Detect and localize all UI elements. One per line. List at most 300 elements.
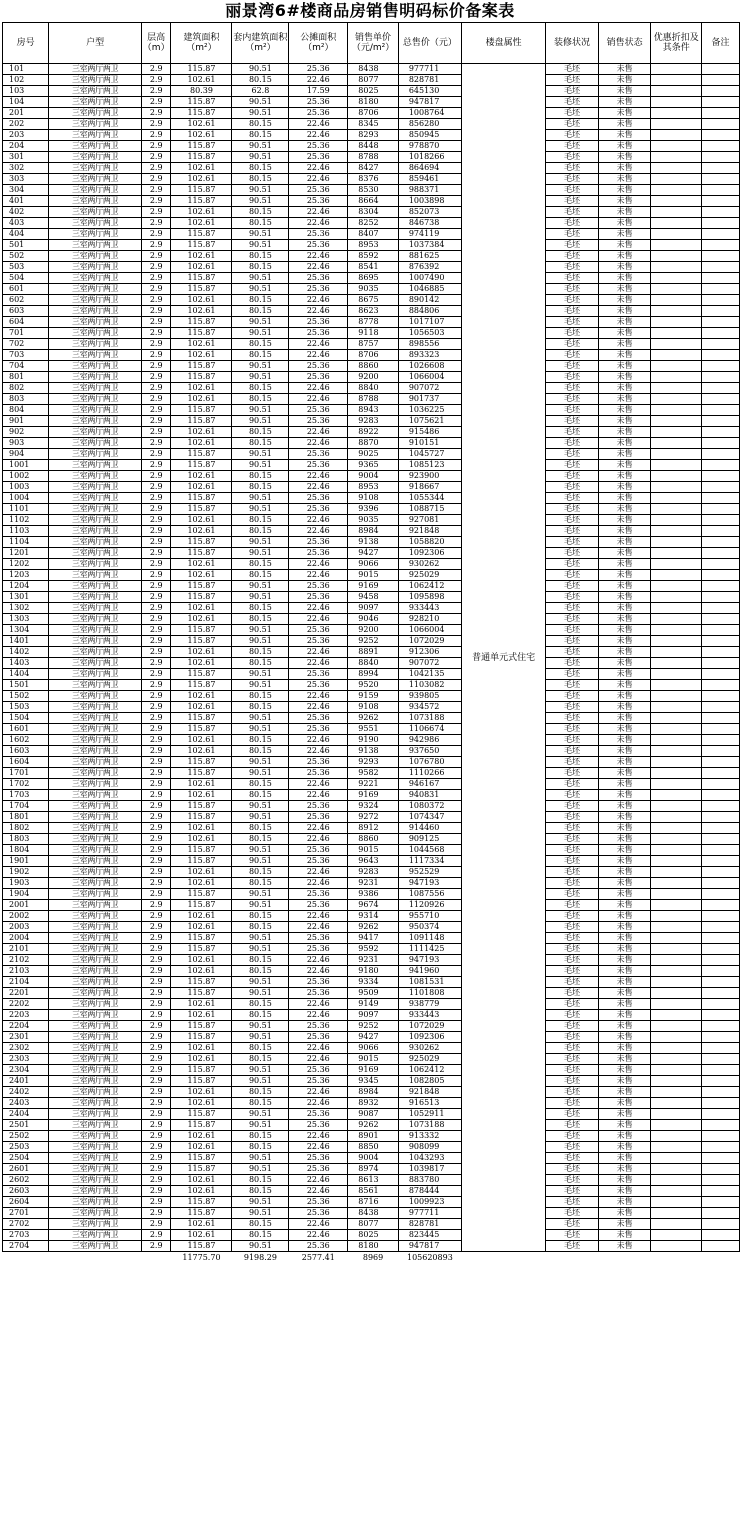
build-area: 115.87 xyxy=(171,493,232,504)
decoration-status: 毛坯 xyxy=(546,878,599,889)
unit-type: 三室两厅两卫 xyxy=(49,889,142,900)
unit-type: 三室两厅两卫 xyxy=(49,405,142,416)
build-area: 115.87 xyxy=(171,856,232,867)
discount-cell xyxy=(651,1142,702,1153)
floor-height: 2.9 xyxy=(141,185,170,196)
unit-type: 三室两厅两卫 xyxy=(49,757,142,768)
inner-area: 80.15 xyxy=(232,207,289,218)
remark-cell xyxy=(702,1142,740,1153)
remark-cell xyxy=(702,691,740,702)
unit-type: 三室两厅两卫 xyxy=(49,218,142,229)
decoration-status: 毛坯 xyxy=(546,229,599,240)
decoration-status: 毛坯 xyxy=(546,779,599,790)
total-price: 947817 xyxy=(398,1241,461,1252)
table-row xyxy=(3,603,740,614)
room-number: 2602 xyxy=(3,1175,49,1186)
shared-area: 25.36 xyxy=(289,944,348,955)
shared-area: 22.46 xyxy=(289,1186,348,1197)
shared-area: 22.46 xyxy=(289,526,348,537)
build-area: 115.87 xyxy=(171,405,232,416)
build-area: 115.87 xyxy=(171,768,232,779)
decoration-status: 毛坯 xyxy=(546,130,599,141)
unit-type: 三室两厅两卫 xyxy=(49,350,142,361)
sale-status: 未售 xyxy=(598,1021,651,1032)
build-area: 102.61 xyxy=(171,251,232,262)
total-price: 1026608 xyxy=(398,361,461,372)
unit-price: 9252 xyxy=(348,636,399,647)
room-number: 1204 xyxy=(3,581,49,592)
room-number: 2703 xyxy=(3,1230,49,1241)
inner-area: 80.15 xyxy=(232,174,289,185)
inner-area: 90.51 xyxy=(232,1208,289,1219)
inner-area: 90.51 xyxy=(232,988,289,999)
decoration-status: 毛坯 xyxy=(546,482,599,493)
sale-status: 未售 xyxy=(598,482,651,493)
table-row xyxy=(3,999,740,1010)
inner-area: 80.15 xyxy=(232,603,289,614)
unit-price: 9118 xyxy=(348,328,399,339)
decoration-status: 毛坯 xyxy=(546,273,599,284)
unit-type: 三室两厅两卫 xyxy=(49,152,142,163)
unit-type: 三室两厅两卫 xyxy=(49,713,142,724)
build-area: 102.61 xyxy=(171,1186,232,1197)
room-number: 2501 xyxy=(3,1120,49,1131)
remark-cell xyxy=(702,845,740,856)
unit-type: 三室两厅两卫 xyxy=(49,1076,142,1087)
table-row xyxy=(3,1197,740,1208)
unit-price: 9262 xyxy=(348,1120,399,1131)
shared-area: 25.36 xyxy=(289,537,348,548)
sale-status: 未售 xyxy=(598,405,651,416)
table-row xyxy=(3,383,740,394)
discount-cell xyxy=(651,504,702,515)
room-number: 2104 xyxy=(3,977,49,988)
discount-cell xyxy=(651,933,702,944)
discount-cell xyxy=(651,449,702,460)
discount-cell xyxy=(651,163,702,174)
total-price: 907072 xyxy=(398,383,461,394)
sale-status: 未售 xyxy=(598,1219,651,1230)
unit-type: 三室两厅两卫 xyxy=(49,1164,142,1175)
floor-height: 2.9 xyxy=(141,1131,170,1142)
discount-cell xyxy=(651,328,702,339)
floor-height: 2.9 xyxy=(141,614,170,625)
discount-cell xyxy=(651,1175,702,1186)
sale-status: 未售 xyxy=(598,262,651,273)
decoration-status: 毛坯 xyxy=(546,207,599,218)
room-number: 2704 xyxy=(3,1241,49,1252)
room-number: 2201 xyxy=(3,988,49,999)
remark-cell xyxy=(702,1054,740,1065)
unit-type: 三室两厅两卫 xyxy=(49,427,142,438)
build-area: 115.87 xyxy=(171,97,232,108)
room-number: 1603 xyxy=(3,746,49,757)
discount-cell xyxy=(651,570,702,581)
inner-area: 80.15 xyxy=(232,955,289,966)
inner-area: 90.51 xyxy=(232,64,289,75)
room-number: 1302 xyxy=(3,603,49,614)
remark-cell xyxy=(702,504,740,515)
total-price: 950374 xyxy=(398,922,461,933)
inner-area: 80.15 xyxy=(232,1043,289,1054)
discount-cell xyxy=(651,1054,702,1065)
discount-cell xyxy=(651,405,702,416)
inner-area: 90.51 xyxy=(232,944,289,955)
table-row xyxy=(3,262,740,273)
decoration-status: 毛坯 xyxy=(546,152,599,163)
table-row xyxy=(3,416,740,427)
unit-price: 9015 xyxy=(348,845,399,856)
inner-area: 90.51 xyxy=(232,1076,289,1087)
total-price: 852073 xyxy=(398,207,461,218)
build-area: 102.61 xyxy=(171,867,232,878)
room-number: 303 xyxy=(3,174,49,185)
table-row xyxy=(3,691,740,702)
room-number: 1301 xyxy=(3,592,49,603)
unit-type: 三室两厅两卫 xyxy=(49,504,142,515)
sale-status: 未售 xyxy=(598,1076,651,1087)
inner-area: 80.15 xyxy=(232,1175,289,1186)
total-price: 1039817 xyxy=(398,1164,461,1175)
sale-status: 未售 xyxy=(598,669,651,680)
build-area: 102.61 xyxy=(171,559,232,570)
decoration-status: 毛坯 xyxy=(546,999,599,1010)
build-area: 102.61 xyxy=(171,746,232,757)
shared-area: 25.36 xyxy=(289,625,348,636)
room-number: 1404 xyxy=(3,669,49,680)
floor-height: 2.9 xyxy=(141,1087,170,1098)
total-price: 898556 xyxy=(398,339,461,350)
decoration-status: 毛坯 xyxy=(546,559,599,570)
total-price: 939805 xyxy=(398,691,461,702)
sale-status: 未售 xyxy=(598,64,651,75)
floor-height: 2.9 xyxy=(141,240,170,251)
table-row xyxy=(3,130,740,141)
build-area: 115.87 xyxy=(171,1241,232,1252)
decoration-status: 毛坯 xyxy=(546,306,599,317)
build-area: 115.87 xyxy=(171,141,232,152)
decoration-status: 毛坯 xyxy=(546,537,599,548)
table-row xyxy=(3,229,740,240)
build-area: 102.61 xyxy=(171,1010,232,1021)
header-shared-area: 公摊面积（m²） xyxy=(289,23,348,64)
room-number: 2702 xyxy=(3,1219,49,1230)
build-area: 115.87 xyxy=(171,933,232,944)
shared-area: 25.36 xyxy=(289,1197,348,1208)
unit-type: 三室两厅两卫 xyxy=(49,1197,142,1208)
sale-status: 未售 xyxy=(598,779,651,790)
floor-height: 2.9 xyxy=(141,812,170,823)
unit-price: 8850 xyxy=(348,1142,399,1153)
inner-area: 80.15 xyxy=(232,383,289,394)
total-price: 1055344 xyxy=(398,493,461,504)
unit-price: 8788 xyxy=(348,394,399,405)
total-price: 1080372 xyxy=(398,801,461,812)
inner-area: 80.15 xyxy=(232,163,289,174)
shared-area: 22.46 xyxy=(289,174,348,185)
floor-height: 2.9 xyxy=(141,757,170,768)
floor-height: 2.9 xyxy=(141,1197,170,1208)
sale-status: 未售 xyxy=(598,152,651,163)
sale-status: 未售 xyxy=(598,1065,651,1076)
remark-cell xyxy=(702,559,740,570)
total-price: 933443 xyxy=(398,1010,461,1021)
shared-area: 22.46 xyxy=(289,966,348,977)
unit-type: 三室两厅两卫 xyxy=(49,361,142,372)
shared-area: 25.36 xyxy=(289,328,348,339)
remark-cell xyxy=(702,933,740,944)
total-price: 1045727 xyxy=(398,449,461,460)
unit-type: 三室两厅两卫 xyxy=(49,1109,142,1120)
floor-height: 2.9 xyxy=(141,482,170,493)
floor-height: 2.9 xyxy=(141,680,170,691)
unit-type: 三室两厅两卫 xyxy=(49,185,142,196)
decoration-status: 毛坯 xyxy=(546,372,599,383)
remark-cell xyxy=(702,526,740,537)
discount-cell xyxy=(651,856,702,867)
sale-status: 未售 xyxy=(598,141,651,152)
discount-cell xyxy=(651,185,702,196)
inner-area: 90.51 xyxy=(232,768,289,779)
build-area: 102.61 xyxy=(171,911,232,922)
floor-height: 2.9 xyxy=(141,97,170,108)
build-area: 102.61 xyxy=(171,130,232,141)
shared-area: 25.36 xyxy=(289,317,348,328)
table-row xyxy=(3,75,740,86)
floor-height: 2.9 xyxy=(141,1219,170,1230)
unit-price: 9674 xyxy=(348,900,399,911)
remark-cell xyxy=(702,955,740,966)
sale-status: 未售 xyxy=(598,724,651,735)
decoration-status: 毛坯 xyxy=(546,900,599,911)
room-number: 402 xyxy=(3,207,49,218)
decoration-status: 毛坯 xyxy=(546,108,599,119)
table-row xyxy=(3,1087,740,1098)
room-number: 1604 xyxy=(3,757,49,768)
unit-price: 8407 xyxy=(348,229,399,240)
inner-area: 80.15 xyxy=(232,251,289,262)
room-number: 201 xyxy=(3,108,49,119)
sheet-title: 丽景湾6#楼商品房销售明码标价备案表 xyxy=(225,1,515,20)
sale-status: 未售 xyxy=(598,339,651,350)
shared-area: 25.36 xyxy=(289,1109,348,1120)
table-row xyxy=(3,955,740,966)
inner-area: 80.15 xyxy=(232,1054,289,1065)
decoration-status: 毛坯 xyxy=(546,339,599,350)
inner-area: 80.15 xyxy=(232,735,289,746)
unit-type: 三室两厅两卫 xyxy=(49,790,142,801)
floor-height: 2.9 xyxy=(141,339,170,350)
sale-status: 未售 xyxy=(598,108,651,119)
total-price: 907072 xyxy=(398,658,461,669)
remark-cell xyxy=(702,493,740,504)
room-number: 2304 xyxy=(3,1065,49,1076)
inner-area: 90.51 xyxy=(232,801,289,812)
sale-status: 未售 xyxy=(598,801,651,812)
unit-type: 三室两厅两卫 xyxy=(49,570,142,581)
build-area: 102.61 xyxy=(171,999,232,1010)
floor-height: 2.9 xyxy=(141,1241,170,1252)
floor-height: 2.9 xyxy=(141,273,170,284)
header-unit-price: 销售单价（元/m²） xyxy=(348,23,399,64)
room-number: 203 xyxy=(3,130,49,141)
unit-price: 9097 xyxy=(348,1010,399,1021)
unit-type: 三室两厅两卫 xyxy=(49,1175,142,1186)
table-row xyxy=(3,537,740,548)
room-number: 802 xyxy=(3,383,49,394)
shared-area: 25.36 xyxy=(289,141,348,152)
sale-status: 未售 xyxy=(598,240,651,251)
unit-price: 8695 xyxy=(348,273,399,284)
inner-area: 90.51 xyxy=(232,1021,289,1032)
shared-area: 22.46 xyxy=(289,471,348,482)
remark-cell xyxy=(702,361,740,372)
table-row xyxy=(3,97,740,108)
discount-cell xyxy=(651,64,702,75)
table-row xyxy=(3,361,740,372)
build-area: 115.87 xyxy=(171,636,232,647)
shared-area: 22.46 xyxy=(289,1142,348,1153)
sale-status: 未售 xyxy=(598,548,651,559)
decoration-status: 毛坯 xyxy=(546,1054,599,1065)
inner-area: 80.15 xyxy=(232,394,289,405)
build-area: 102.61 xyxy=(171,1131,232,1142)
build-area: 115.87 xyxy=(171,625,232,636)
shared-area: 22.46 xyxy=(289,1098,348,1109)
room-number: 2503 xyxy=(3,1142,49,1153)
shared-area: 25.36 xyxy=(289,1076,348,1087)
shared-area: 25.36 xyxy=(289,636,348,647)
discount-cell xyxy=(651,262,702,273)
unit-price: 9035 xyxy=(348,515,399,526)
unit-price: 8530 xyxy=(348,185,399,196)
remark-cell xyxy=(702,779,740,790)
total-price: 1117334 xyxy=(398,856,461,867)
shared-area: 25.36 xyxy=(289,724,348,735)
total-price: 878444 xyxy=(398,1186,461,1197)
sale-status: 未售 xyxy=(598,504,651,515)
unit-type: 三室两厅两卫 xyxy=(49,669,142,680)
decoration-status: 毛坯 xyxy=(546,867,599,878)
discount-cell xyxy=(651,878,702,889)
shared-area: 25.36 xyxy=(289,581,348,592)
unit-price: 8974 xyxy=(348,1164,399,1175)
total-price: 916513 xyxy=(398,1098,461,1109)
remark-cell xyxy=(702,1175,740,1186)
total-price: 645130 xyxy=(398,86,461,97)
discount-cell xyxy=(651,372,702,383)
discount-cell xyxy=(651,1109,702,1120)
shared-area: 22.46 xyxy=(289,427,348,438)
shared-area: 25.36 xyxy=(289,1120,348,1131)
unit-type: 三室两厅两卫 xyxy=(49,416,142,427)
decoration-status: 毛坯 xyxy=(546,911,599,922)
inner-area: 80.15 xyxy=(232,482,289,493)
unit-price: 9262 xyxy=(348,713,399,724)
build-area: 115.87 xyxy=(171,229,232,240)
total-price-sum: 105620893 xyxy=(406,1252,453,1262)
decoration-status: 毛坯 xyxy=(546,471,599,482)
unit-price: 9180 xyxy=(348,966,399,977)
discount-cell xyxy=(651,944,702,955)
build-area: 115.87 xyxy=(171,680,232,691)
inner-area: 90.51 xyxy=(232,757,289,768)
remark-cell xyxy=(702,790,740,801)
sale-status: 未售 xyxy=(598,1153,651,1164)
table-row xyxy=(3,658,740,669)
inner-area: 80.15 xyxy=(232,834,289,845)
unit-price: 9293 xyxy=(348,757,399,768)
table-row xyxy=(3,834,740,845)
unit-price: 8840 xyxy=(348,658,399,669)
shared-area: 25.36 xyxy=(289,933,348,944)
unit-price: 8778 xyxy=(348,317,399,328)
unit-type: 三室两厅两卫 xyxy=(49,471,142,482)
shared-area: 25.36 xyxy=(289,416,348,427)
discount-cell xyxy=(651,658,702,669)
table-row xyxy=(3,1208,740,1219)
floor-height: 2.9 xyxy=(141,515,170,526)
remark-cell xyxy=(702,801,740,812)
total-price: 1046885 xyxy=(398,284,461,295)
floor-height: 2.9 xyxy=(141,449,170,460)
remark-cell xyxy=(702,922,740,933)
room-number: 1702 xyxy=(3,779,49,790)
shared-area: 25.36 xyxy=(289,97,348,108)
total-price: 928210 xyxy=(398,614,461,625)
floor-height: 2.9 xyxy=(141,658,170,669)
discount-cell xyxy=(651,471,702,482)
sale-status: 未售 xyxy=(598,350,651,361)
unit-type: 三室两厅两卫 xyxy=(49,1032,142,1043)
inner-area: 80.15 xyxy=(232,1186,289,1197)
floor-height: 2.9 xyxy=(141,372,170,383)
remark-cell xyxy=(702,1208,740,1219)
table-row xyxy=(3,438,740,449)
room-number: 1202 xyxy=(3,559,49,570)
decoration-status: 毛坯 xyxy=(546,526,599,537)
inner-area: 90.51 xyxy=(232,108,289,119)
unit-type: 三室两厅两卫 xyxy=(49,592,142,603)
discount-cell xyxy=(651,1098,702,1109)
shared-area: 25.36 xyxy=(289,988,348,999)
table-row xyxy=(3,1010,740,1021)
sale-status: 未售 xyxy=(598,515,651,526)
build-area: 102.61 xyxy=(171,427,232,438)
total-price: 921848 xyxy=(398,1087,461,1098)
floor-height: 2.9 xyxy=(141,625,170,636)
unit-price: 9066 xyxy=(348,559,399,570)
table-row xyxy=(3,152,740,163)
decoration-status: 毛坯 xyxy=(546,1021,599,1032)
total-price: 921848 xyxy=(398,526,461,537)
room-number: 1504 xyxy=(3,713,49,724)
discount-cell xyxy=(651,130,702,141)
remark-cell xyxy=(702,240,740,251)
unit-price: 8788 xyxy=(348,152,399,163)
remark-cell xyxy=(702,1186,740,1197)
room-number: 2402 xyxy=(3,1087,49,1098)
unit-type: 三室两厅两卫 xyxy=(49,603,142,614)
sale-status: 未售 xyxy=(598,1054,651,1065)
discount-cell xyxy=(651,966,702,977)
shared-area: 22.46 xyxy=(289,339,348,350)
total-price: 1075621 xyxy=(398,416,461,427)
unit-price: 9386 xyxy=(348,889,399,900)
unit-type: 三室两厅两卫 xyxy=(49,306,142,317)
unit-type: 三室两厅两卫 xyxy=(49,581,142,592)
inner-area: 80.15 xyxy=(232,471,289,482)
